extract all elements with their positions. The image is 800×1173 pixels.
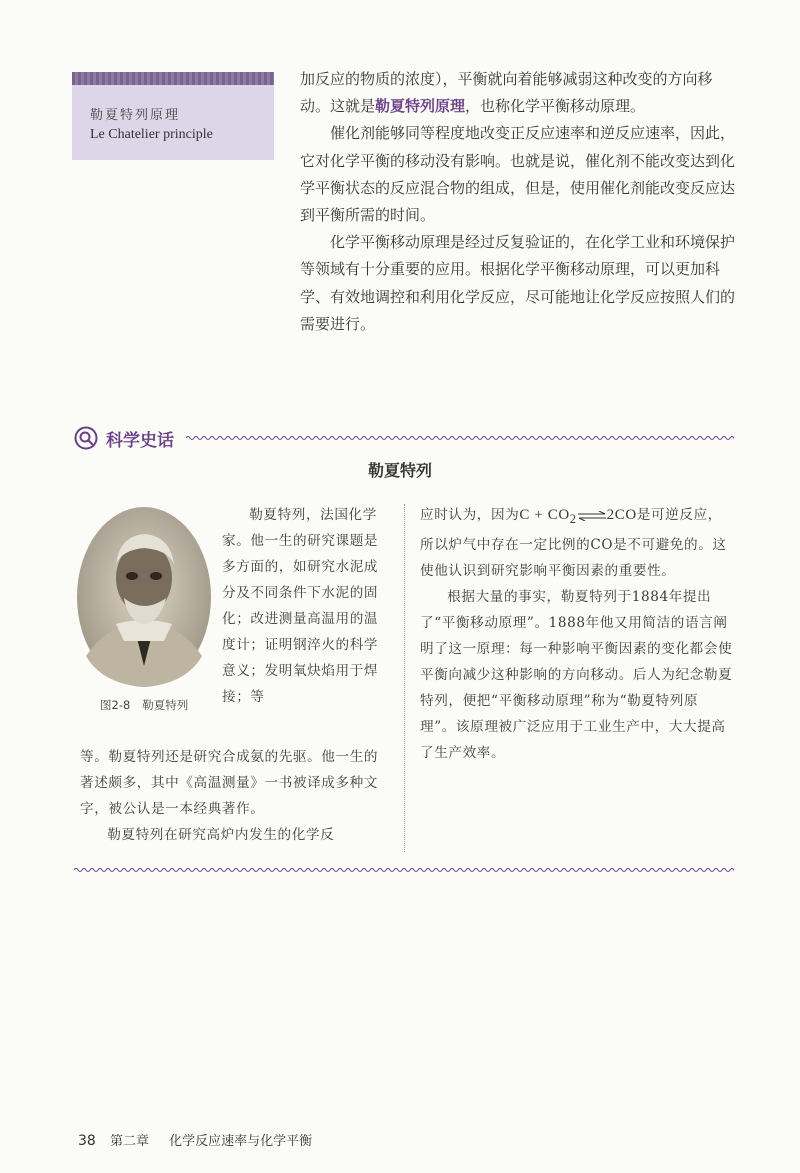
story-paragraph-1b: 等。勒夏特列还是研究合成氨的先驱。他一生的著述颇多，其中《高温测量》一书被译成多种文字，被公认是一本经典著作。 (80, 749, 379, 817)
main-text (300, 66, 740, 338)
chemical-equation (519, 507, 637, 526)
story-column-2 (420, 502, 734, 766)
glossary-term-chinese: 勒夏特列原理 (90, 108, 181, 123)
section-divider (186, 434, 734, 442)
story-paragraph-2: 勒夏特列在研究高炉内发生的化学反 (107, 827, 335, 843)
reversible-arrow-icon (577, 511, 607, 521)
chapter-title: 化学反应速率与化学平衡 (169, 1134, 313, 1149)
bottom-divider (74, 866, 734, 874)
story-paragraph-3 (420, 502, 734, 584)
paragraph-3-end: 是可逆反应，所以炉气中存在一定比例的CO是不可避免的。这使他认识到研究影响平衡因素的重要性。 (420, 507, 727, 579)
paragraph-1 (300, 66, 740, 120)
figure-name: 勒夏特列 (142, 698, 189, 712)
equation-reactants: C + CO (519, 507, 570, 523)
column-divider (404, 504, 405, 852)
story-paragraph-4: 根据大量的事实，勒夏特列于1884年提出了“平衡移动原理”。1888年他又用简洁的语言阐明了这一原理：每一种影响平衡因素的变化都会使平衡向减少这种影响的方向移动。后人为纪念勒夏特列，便把“平衡移动原理”称为“勒夏特列原理”。该原理被广泛应用于工业生产中，大大提高了生产效率。 (420, 589, 733, 761)
glossary-box (72, 72, 274, 160)
page-number: 38 (78, 1133, 96, 1149)
glossary-header-bar (72, 72, 274, 85)
paragraph-3-start: 应时认为，因为 (420, 507, 520, 523)
paragraph-1-end: ，也称化学平衡移动原理。 (465, 97, 646, 116)
figure-label: 图2-8 (100, 698, 131, 712)
paragraph-1-start: 加反应的物质的浓度），平衡就向着能够减弱这种改变的方向移动。这就是 (300, 70, 713, 116)
section-title: 科学史话 (106, 431, 174, 451)
equation-subscript: 2 (569, 512, 577, 526)
story-column-1-top (222, 502, 382, 710)
equation-product: 2CO (606, 507, 637, 523)
story-paragraph-1a: 勒夏特列，法国化学家。他一生的研究课题是多方面的，如研究水泥成分及不同条件下水泥的固化；改进测量高温用的温度计；证明钢淬火的科学意义；发明氧炔焰用于焊接；等 (222, 507, 379, 705)
key-term-highlight: 勒夏特列原理 (375, 97, 466, 116)
paragraph-3: 化学平衡移动原理是经过反复验证的，在化学工业和环境保护等领域有十分重要的应用。根据化学平衡移动原理，可以更加科学、有效地调控和利用化学反应，尽可能地让化学反应按照人们的需要进行。 (300, 233, 736, 333)
figure-caption (100, 697, 188, 713)
chapter-number: 第二章 (109, 1134, 149, 1149)
portrait-image (76, 506, 212, 688)
glossary-term-english: Le Chatelier principle (90, 127, 213, 142)
story-title: 勒夏特列 (367, 461, 432, 480)
story-column-1-bottom (80, 744, 386, 848)
paragraph-2: 催化剂能够同等程度地改变正反应速率和逆反应速率，因此，它对化学平衡的移动没有影响。也就是说，催化剂不能改变达到化学平衡状态的反应混合物的组成，但是，使用催化剂能改变反应达到平衡所需的时间。 (300, 124, 736, 225)
section-header (74, 424, 734, 454)
magnifier-icon (74, 426, 98, 450)
page-footer (78, 1130, 312, 1149)
